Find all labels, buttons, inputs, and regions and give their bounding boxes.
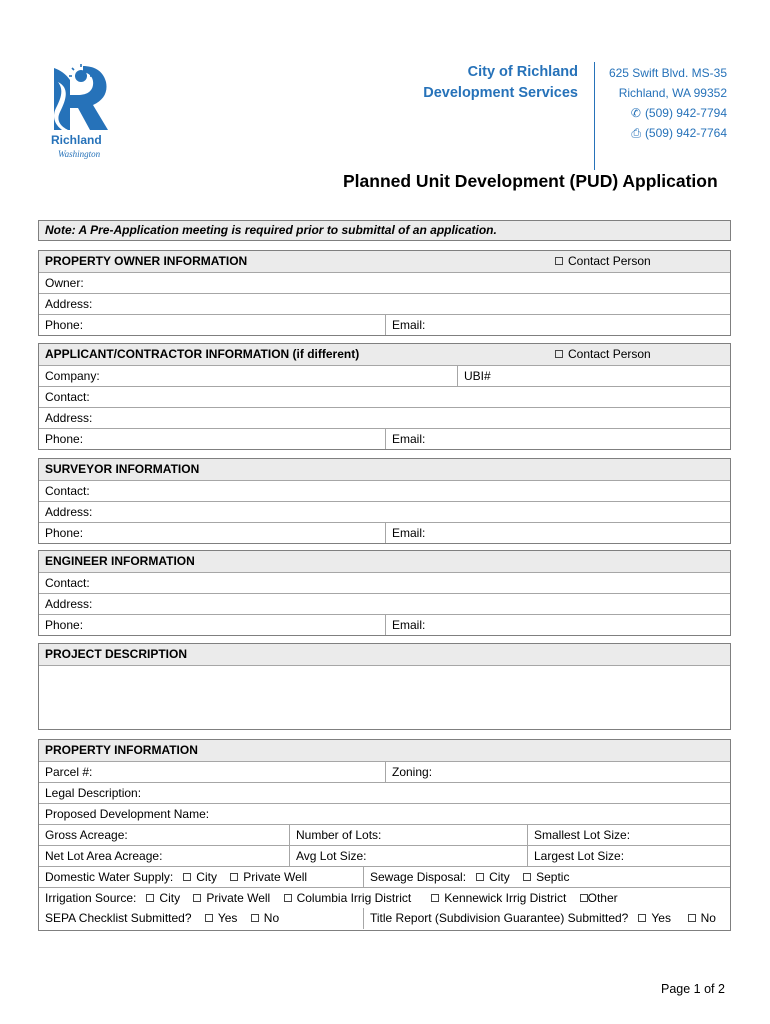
irrigation-well-checkbox[interactable] — [193, 894, 201, 902]
title-report-group — [363, 908, 716, 929]
water-supply-group — [39, 867, 307, 887]
irrigation-city-checkbox[interactable] — [146, 894, 154, 902]
water-city-label: City — [196, 870, 217, 884]
dev-name-row — [39, 803, 730, 824]
sewage-label: Sewage Disposal: — [370, 870, 467, 884]
applicant-heading: APPLICANT/CONTRACTOR INFORMATION (if different) — [45, 347, 360, 361]
irrigation-well-label: Private Well — [206, 891, 271, 905]
contact-block — [600, 63, 727, 143]
owner-phone-row — [39, 314, 730, 335]
irrigation-label: Irrigation Source: — [45, 891, 137, 905]
org-line1: City of Richland — [467, 64, 578, 80]
surveyor-heading: SURVEYOR INFORMATION — [45, 462, 200, 476]
engineer-address-row — [39, 593, 730, 614]
title-report-no-checkbox[interactable] — [688, 914, 696, 922]
applicant-company-row — [39, 365, 730, 386]
dev-name-label: Proposed Development Name: — [45, 807, 210, 821]
fax-icon: ⎙ — [631, 126, 641, 140]
fax-number: (509) 942-7764 — [644, 126, 727, 140]
applicant-contact-person — [549, 344, 651, 365]
net-area-row — [39, 845, 730, 866]
owner-address-row — [39, 293, 730, 314]
applicant-email-label: Email: — [385, 429, 425, 449]
engineer-phone-row — [39, 614, 730, 635]
irrigation-other-checkbox[interactable] — [580, 894, 588, 902]
owner-section — [38, 250, 731, 336]
engineer-section — [38, 550, 731, 636]
title-report-yes-checkbox[interactable] — [638, 914, 646, 922]
address-line2: Richland, WA 99352 — [618, 86, 727, 100]
owner-email-label: Email: — [385, 315, 425, 335]
irrigation-kennewick-checkbox[interactable] — [431, 894, 439, 902]
owner-row — [39, 272, 730, 293]
sewage-city-checkbox[interactable] — [476, 873, 484, 881]
title-report-yes-label: Yes — [651, 911, 671, 925]
project-section — [38, 643, 731, 730]
applicant-contact-row — [39, 386, 730, 407]
applicant-address-row — [39, 407, 730, 428]
smallest-lot-label: Smallest Lot Size: — [527, 825, 630, 845]
header-divider — [594, 62, 595, 170]
title-report-no-label: No — [700, 911, 716, 925]
logo-text: Richland — [51, 133, 102, 147]
fax-line — [600, 123, 727, 143]
owner-address-label: Address: — [45, 297, 93, 311]
water-well-label: Private Well — [243, 870, 308, 884]
parcel-row — [39, 761, 730, 782]
surveyor-phone-row — [39, 522, 730, 543]
note-text: Note: A Pre-Application meeting is required prior to submittal of an application. — [45, 223, 497, 237]
applicant-phone-row — [39, 428, 730, 449]
sepa-label: SEPA Checklist Submitted? — [45, 911, 192, 925]
irrigation-other-label: Other — [587, 891, 618, 905]
net-lot-area-label: Net Lot Area Acreage: — [45, 849, 163, 863]
surveyor-address-row — [39, 501, 730, 522]
parcel-label: Parcel #: — [45, 765, 93, 779]
sewage-group — [363, 867, 569, 887]
applicant-contact-checkbox[interactable] — [555, 350, 563, 358]
engineer-contact-label: Contact: — [45, 576, 90, 590]
sewage-septic-label: Septic — [536, 870, 570, 884]
page-title: Planned Unit Development (PUD) Application — [343, 171, 718, 191]
owner-heading: PROPERTY OWNER INFORMATION — [45, 254, 248, 268]
gross-acreage-label: Gross Acreage: — [45, 828, 128, 842]
org-line2: Development Services — [423, 85, 578, 101]
applicant-ubi-label: UBI# — [457, 366, 491, 386]
largest-lot-label: Largest Lot Size: — [527, 846, 624, 866]
engineer-email-label: Email: — [385, 615, 425, 635]
sepa-yes-checkbox[interactable] — [205, 914, 213, 922]
water-sewage-row — [39, 866, 730, 887]
note-box — [38, 220, 731, 241]
surveyor-section — [38, 458, 731, 544]
property-heading: PROPERTY INFORMATION — [45, 743, 198, 757]
surveyor-phone-label: Phone: — [45, 526, 84, 540]
sepa-no-label: No — [263, 911, 280, 925]
water-well-checkbox[interactable] — [230, 873, 238, 881]
water-supply-label: Domestic Water Supply: — [45, 870, 174, 884]
surveyor-contact-label: Contact: — [45, 484, 90, 498]
avg-lot-label: Avg Lot Size: — [289, 846, 367, 866]
irrigation-columbia-label: Columbia Irrig District — [296, 891, 412, 905]
logo-script: Washington — [58, 149, 101, 159]
owner-contact-checkbox[interactable] — [555, 257, 563, 265]
applicant-contact-label: Contact Person — [568, 347, 651, 361]
phone-line — [600, 103, 727, 123]
project-description-field[interactable] — [39, 665, 730, 730]
project-heading: PROJECT DESCRIPTION — [45, 647, 188, 661]
page-number: Page 1 of 2 — [661, 982, 725, 996]
irrigation-kennewick-label: Kennewick Irrig District — [444, 891, 567, 905]
surveyor-email-label: Email: — [385, 523, 425, 543]
owner-label: Owner: — [45, 276, 84, 290]
phone-icon: ✆ — [630, 106, 641, 120]
surveyor-contact-row — [39, 480, 730, 501]
applicant-company-label: Company: — [45, 369, 100, 383]
irrigation-city-label: City — [159, 891, 181, 905]
acreage-row — [39, 824, 730, 845]
phone-number: (509) 942-7794 — [644, 106, 727, 120]
owner-phone-label: Phone: — [45, 318, 84, 332]
title-report-label: Title Report (Subdivision Guarantee) Submitted? — [370, 911, 629, 925]
water-city-checkbox[interactable] — [183, 873, 191, 881]
irrigation-sepa-row — [39, 887, 730, 930]
property-section — [38, 739, 731, 931]
richland-logo — [48, 60, 118, 170]
sepa-no-checkbox[interactable] — [251, 914, 259, 922]
irrigation-group — [39, 888, 618, 909]
owner-contact-label: Contact Person — [568, 254, 651, 268]
legal-row — [39, 782, 730, 803]
engineer-heading: ENGINEER INFORMATION — [45, 554, 195, 568]
engineer-phone-label: Phone: — [45, 618, 84, 632]
sewage-septic-checkbox[interactable] — [523, 873, 531, 881]
engineer-contact-row — [39, 572, 730, 593]
engineer-address-label: Address: — [45, 597, 93, 611]
zoning-label: Zoning: — [385, 762, 432, 782]
applicant-section — [38, 343, 731, 450]
sepa-group — [39, 908, 279, 929]
legal-label: Legal Description: — [45, 786, 142, 800]
sepa-yes-label: Yes — [217, 911, 238, 925]
owner-contact-person — [549, 251, 651, 272]
applicant-phone-label: Phone: — [45, 432, 84, 446]
irrigation-columbia-checkbox[interactable] — [284, 894, 292, 902]
applicant-address-label: Address: — [45, 411, 93, 425]
sewage-city-label: City — [489, 870, 510, 884]
num-lots-label: Number of Lots: — [289, 825, 381, 845]
address-line1: 625 Swift Blvd. MS-35 — [608, 66, 727, 80]
org-name — [423, 62, 578, 104]
applicant-contact-field-label: Contact: — [45, 390, 90, 404]
surveyor-address-label: Address: — [45, 505, 93, 519]
